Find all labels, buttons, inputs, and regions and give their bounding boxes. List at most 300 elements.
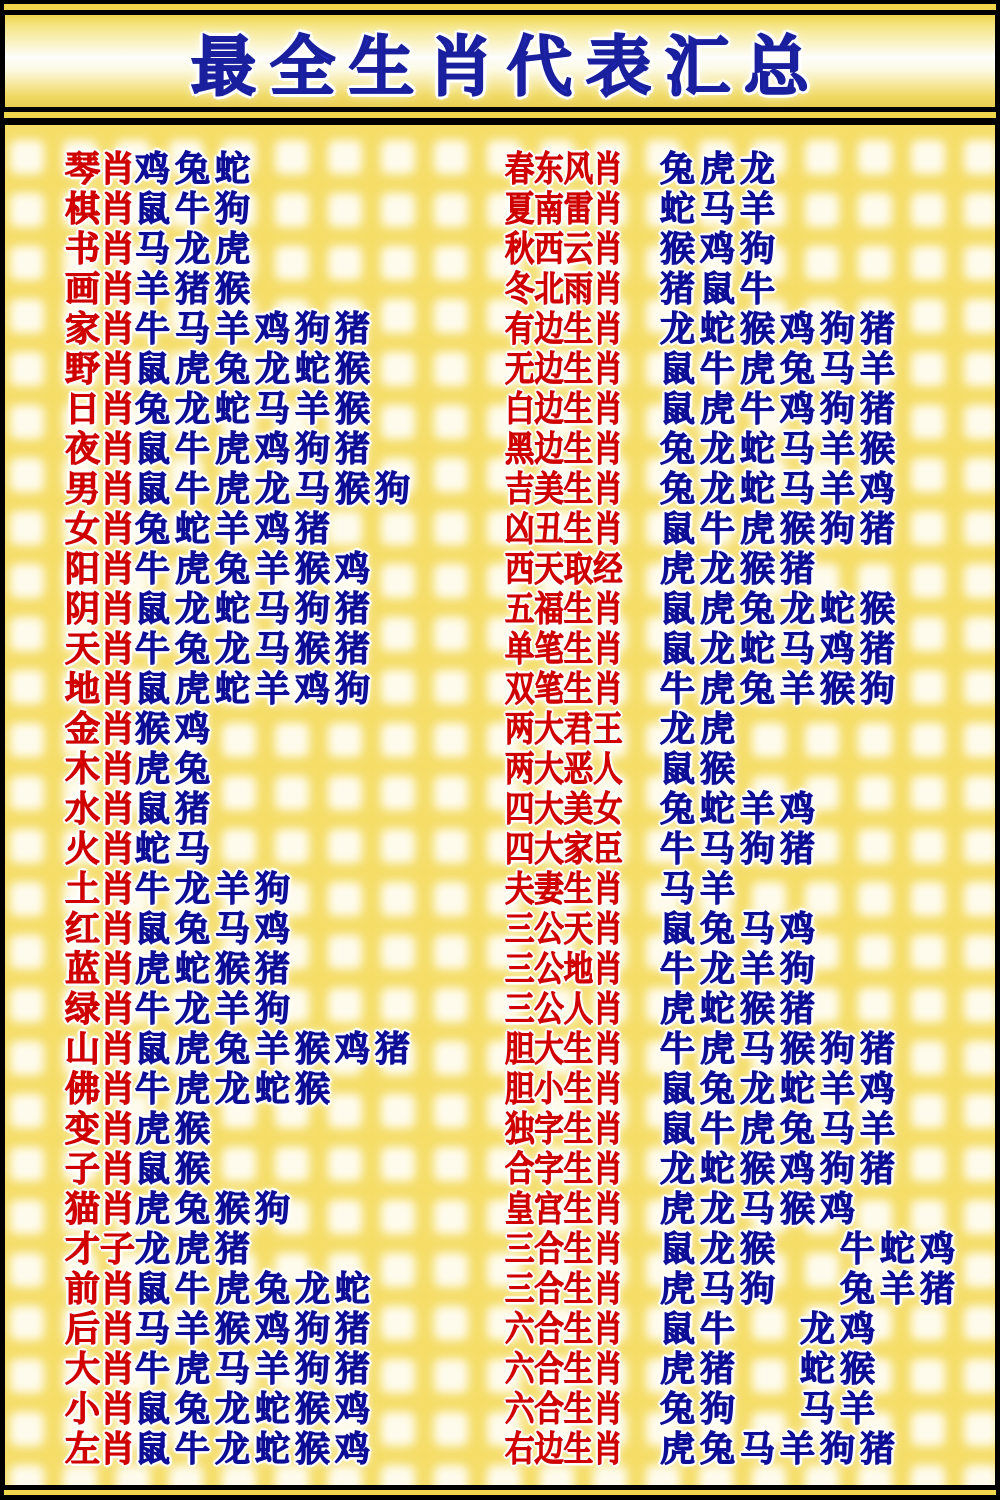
animal-list: [135, 469, 415, 510]
animal-list: [660, 509, 900, 550]
animal-char: 羊: [215, 309, 251, 350]
zodiac-row: [505, 590, 993, 630]
animal-char: 猪: [335, 1349, 371, 1390]
animal-char: 猪: [335, 629, 371, 670]
animal-char: 马: [740, 1189, 776, 1230]
zodiac-row: [65, 1030, 500, 1070]
zodiac-row: [505, 230, 993, 270]
animal-char: 蛇: [215, 389, 251, 430]
animal-char: 兔: [215, 549, 251, 590]
animal-char: 鼠: [135, 669, 171, 710]
animal-char: 虎: [215, 1269, 251, 1310]
category-label: 两大恶人: [505, 749, 623, 790]
animal-char: 龙: [175, 229, 211, 270]
category-label: 单笔生肖: [505, 629, 623, 670]
animal-char: 马: [215, 909, 251, 950]
animal-list: [660, 1309, 880, 1350]
category-label: 四大家臣: [505, 829, 623, 870]
animal-char: 猪: [335, 429, 371, 470]
animal-list: [660, 1109, 900, 1150]
animal-char: 龙: [135, 1229, 171, 1270]
animal-list: [660, 1029, 900, 1070]
category-label: 棋肖: [65, 189, 136, 230]
animal-char: 羊: [820, 469, 856, 510]
zodiac-row: [65, 350, 500, 390]
zodiac-row: [505, 350, 993, 390]
animal-char: 猴: [740, 1229, 776, 1270]
animal-list: [135, 189, 255, 230]
zodiac-row: [505, 1270, 993, 1310]
animal-char: 猪: [295, 509, 331, 550]
animal-list: [660, 589, 900, 630]
animal-char: 虎: [175, 1229, 211, 1270]
body-panel: [5, 125, 995, 1485]
animal-char: 龙: [215, 1429, 251, 1470]
zodiac-row: [65, 1110, 500, 1150]
zodiac-row: [65, 790, 500, 830]
animal-char: 蛇: [740, 469, 776, 510]
pattern-square: [10, 988, 44, 1022]
animal-list: [660, 669, 900, 710]
animal-list: [660, 189, 780, 230]
animal-char: 龙: [700, 949, 736, 990]
animal-char: 猴: [295, 1069, 331, 1110]
animal-list: [660, 1229, 960, 1270]
zodiac-row: [65, 510, 500, 550]
animal-char: 蛇: [255, 1069, 291, 1110]
animal-char: 猪: [860, 1149, 896, 1190]
category-label: 女肖: [65, 509, 136, 550]
animal-list: [660, 469, 900, 510]
zodiac-row: [65, 1230, 500, 1270]
animal-char: 鸡: [255, 509, 291, 550]
zodiac-row: [505, 390, 993, 430]
animal-char: 虎: [700, 669, 736, 710]
animal-list: [135, 269, 255, 310]
zodiac-row: [65, 710, 500, 750]
animal-char: 狗: [820, 309, 856, 350]
animal-char: 虎: [700, 589, 736, 630]
animal-char: 羊: [860, 349, 896, 390]
animal-char: 鼠: [700, 269, 736, 310]
animal-char: 鼠: [135, 469, 171, 510]
animal-char: 牛: [700, 1109, 736, 1150]
animal-list: [135, 1109, 215, 1150]
animal-char: 狗: [820, 1149, 856, 1190]
animal-char: 猪: [335, 1309, 371, 1350]
animal-char: 龙: [700, 549, 736, 590]
animal-char: 鸡: [820, 629, 856, 670]
animal-list: [660, 1149, 900, 1190]
animal-char: 牛: [135, 869, 171, 910]
animal-char: 鸡: [780, 909, 816, 950]
right-column: [505, 150, 993, 1470]
animal-char: 牛: [660, 949, 696, 990]
animal-list: [135, 149, 255, 190]
animal-char: 蛇: [135, 829, 171, 870]
zodiac-row: [65, 550, 500, 590]
animal-char: 鸡: [840, 1309, 876, 1350]
animal-char: 马: [255, 389, 291, 430]
animal-char: 猪: [375, 1029, 411, 1070]
animal-char: 猪: [175, 269, 211, 310]
animal-char: 猪: [660, 269, 696, 310]
category-label: 右边生肖: [505, 1429, 623, 1470]
animal-char: 马: [660, 869, 696, 910]
animal-char: 鸡: [860, 1069, 896, 1110]
zodiac-row: [65, 310, 500, 350]
animal-char: 狗: [820, 389, 856, 430]
zodiac-row: [505, 1070, 993, 1110]
animal-char: 虎: [660, 1269, 696, 1310]
category-label: 三公天肖: [505, 909, 623, 950]
animal-char: 鸡: [255, 909, 291, 950]
animal-list: [135, 789, 215, 830]
category-label: 独字生肖: [505, 1109, 623, 1150]
animal-char: 猴: [295, 549, 331, 590]
zodiac-row: [505, 430, 993, 470]
animal-char: 猴: [700, 749, 736, 790]
animal-char: 狗: [215, 189, 251, 230]
animal-char: 羊: [215, 509, 251, 550]
animal-list: [135, 1069, 335, 1110]
animal-list: [660, 949, 820, 990]
animal-char: 猴: [840, 1349, 876, 1390]
animal-char: 羊: [820, 429, 856, 470]
animal-char: 猴: [740, 989, 776, 1030]
animal-char: 羊: [135, 269, 171, 310]
animal-list: [660, 429, 900, 470]
animal-list: [135, 549, 375, 590]
animal-char: 羊: [740, 189, 776, 230]
animal-char: 鼠: [135, 189, 171, 230]
animal-char: 龙: [175, 389, 211, 430]
animal-char: 蛇: [740, 629, 776, 670]
animal-char: 鼠: [135, 349, 171, 390]
animal-char: 猴: [740, 309, 776, 350]
category-label: 三合生肖: [505, 1269, 623, 1310]
animal-char: 狗: [860, 669, 896, 710]
animal-char: 牛: [660, 829, 696, 870]
animal-char: 鸡: [860, 469, 896, 510]
animal-char: 虎: [740, 509, 776, 550]
animal-char: 牛: [175, 189, 211, 230]
animal-list: [660, 549, 820, 590]
animal-char: 虎: [175, 1349, 211, 1390]
animal-char: 牛: [840, 1229, 876, 1270]
animal-char: 蛇: [700, 789, 736, 830]
animal-list: [660, 309, 900, 350]
zodiac-row: [505, 670, 993, 710]
category-label: 琴肖: [65, 149, 136, 190]
animal-list: [660, 149, 780, 190]
animal-char: 狗: [740, 229, 776, 270]
animal-char: 兔: [780, 349, 816, 390]
animal-char: 兔: [840, 1269, 876, 1310]
zodiac-row: [65, 470, 500, 510]
animal-char: 兔: [215, 1029, 251, 1070]
animal-char: 狗: [700, 1389, 736, 1430]
animal-char: 虎: [700, 709, 736, 750]
header-panel: [5, 15, 995, 107]
pattern-square: [10, 670, 44, 704]
animal-char: 猪: [175, 789, 211, 830]
zodiac-row: [505, 1110, 993, 1150]
zodiac-row: [505, 910, 993, 950]
pattern-square: [10, 246, 44, 280]
animal-char: 狗: [740, 1269, 776, 1310]
animal-list: [135, 309, 375, 350]
animal-char: 鼠: [135, 1429, 171, 1470]
animal-list: [135, 1429, 375, 1470]
animal-char: 兔: [660, 1389, 696, 1430]
category-label: 三合生肖: [505, 1229, 623, 1270]
pattern-square: [10, 193, 44, 227]
animal-char: 鼠: [135, 429, 171, 470]
zodiac-row: [505, 990, 993, 1030]
animal-char: 猴: [215, 1309, 251, 1350]
animal-char: 羊: [740, 949, 776, 990]
category-label: 子肖: [65, 1149, 136, 1190]
category-label: 水肖: [65, 789, 136, 830]
animal-char: 蛇: [700, 989, 736, 1030]
animal-char: 龙: [740, 149, 776, 190]
animal-char: 蛇: [255, 1429, 291, 1470]
animal-char: 马: [175, 309, 211, 350]
animal-char: 蛇: [215, 669, 251, 710]
zodiac-row: [505, 550, 993, 590]
animal-char: 兔: [255, 1269, 291, 1310]
animal-char: 狗: [295, 429, 331, 470]
category-label: 变肖: [65, 1109, 136, 1150]
animal-char: 兔: [135, 389, 171, 430]
animal-char: 龙: [255, 469, 291, 510]
category-label: 吉美生肖: [505, 469, 623, 510]
animal-char: 马: [175, 829, 211, 870]
zodiac-row: [505, 1030, 993, 1070]
animal-char: 狗: [820, 1029, 856, 1070]
category-label: 佛肖: [65, 1069, 136, 1110]
pattern-square: [10, 140, 44, 174]
pattern-square: [10, 1041, 44, 1075]
pattern-square: [10, 1412, 44, 1446]
animal-char: 龙: [215, 1069, 251, 1110]
animal-char: 猴: [175, 1149, 211, 1190]
animal-char: 牛: [740, 389, 776, 430]
animal-char: 羊: [215, 869, 251, 910]
animal-char: 虎: [660, 1429, 696, 1470]
animal-char: 猪: [335, 589, 371, 630]
animal-char: 狗: [255, 989, 291, 1030]
zodiac-row: [505, 1190, 993, 1230]
animal-char: 鸡: [780, 389, 816, 430]
category-label: 秋西云肖: [505, 229, 623, 270]
category-label: 夜肖: [65, 429, 136, 470]
animal-char: 马: [700, 829, 736, 870]
pattern-square: [10, 617, 44, 651]
category-label: 夫妻生肖: [505, 869, 623, 910]
animal-char: 狗: [255, 1189, 291, 1230]
animal-list: [135, 349, 375, 390]
animal-char: 狗: [740, 829, 776, 870]
animal-char: 狗: [295, 309, 331, 350]
animal-char: 鸡: [255, 1309, 291, 1350]
animal-char: 猴: [215, 269, 251, 310]
animal-char: 鸡: [780, 309, 816, 350]
category-label: 六合生肖: [505, 1349, 623, 1390]
category-label: 胆小生肖: [505, 1069, 623, 1110]
zodiac-row: [505, 310, 993, 350]
pattern-square: [10, 1306, 44, 1340]
category-label: 白边生肖: [505, 389, 623, 430]
animal-char: 牛: [135, 629, 171, 670]
animal-char: 龙: [215, 1389, 251, 1430]
category-label: 六合生肖: [505, 1309, 623, 1350]
animal-char: 马: [780, 629, 816, 670]
zodiac-row: [505, 1310, 993, 1350]
zodiac-row: [65, 430, 500, 470]
category-label: 六合生肖: [505, 1389, 623, 1430]
zodiac-row: [65, 1430, 500, 1470]
animal-char: 兔: [660, 789, 696, 830]
animal-char: 羊: [780, 1429, 816, 1470]
animal-char: 兔: [660, 429, 696, 470]
animal-list: [660, 229, 780, 270]
category-label: 两大君王: [505, 709, 623, 750]
animal-char: 狗: [295, 589, 331, 630]
animal-list: [660, 1269, 960, 1310]
zodiac-row: [505, 150, 993, 190]
animal-char: 鼠: [660, 389, 696, 430]
animal-char: 马: [700, 1269, 736, 1310]
animal-char: 猴: [335, 349, 371, 390]
body-top-rule: [0, 118, 1000, 125]
pattern-square: [10, 1253, 44, 1287]
animal-char: 羊: [860, 1109, 896, 1150]
animal-char: 鼠: [135, 909, 171, 950]
animal-char: 猪: [860, 1029, 896, 1070]
animal-list: [660, 349, 900, 390]
animal-char: 蛇: [700, 309, 736, 350]
animal-char: 蛇: [660, 189, 696, 230]
animal-char: 牛: [135, 549, 171, 590]
animal-char: 鸡: [175, 709, 211, 750]
animal-char: 虎: [175, 1069, 211, 1110]
animal-char: 马: [740, 1429, 776, 1470]
animal-char: 虎: [135, 749, 171, 790]
animal-char: 虎: [700, 389, 736, 430]
zodiac-row: [65, 1310, 500, 1350]
animal-char: 蛇: [335, 1269, 371, 1310]
animal-char: 猪: [860, 509, 896, 550]
animal-char: 龙: [215, 629, 251, 670]
animal-char: 猪: [215, 1229, 251, 1270]
zodiac-row: [505, 1150, 993, 1190]
animal-char: 马: [780, 469, 816, 510]
animal-list: [135, 669, 375, 710]
animal-char: 虎: [135, 949, 171, 990]
animal-char: 猴: [335, 389, 371, 430]
animal-char: 虎: [175, 1029, 211, 1070]
animal-char: 羊: [740, 789, 776, 830]
animal-char: 牛: [135, 1349, 171, 1390]
animal-char: 龙: [740, 1069, 776, 1110]
category-label: 有边生肖: [505, 309, 623, 350]
animal-char: 鸡: [295, 669, 331, 710]
animal-list: [135, 1349, 375, 1390]
category-label: 小肖: [65, 1389, 136, 1430]
animal-char: 羊: [255, 549, 291, 590]
zodiac-row: [65, 950, 500, 990]
animal-char: 蛇: [820, 589, 856, 630]
category-label: 前肖: [65, 1269, 136, 1310]
animal-char: 猪: [700, 1349, 736, 1390]
category-label: 左肖: [65, 1429, 136, 1470]
zodiac-row: [505, 270, 993, 310]
category-label: 画肖: [65, 269, 136, 310]
animal-char: 猪: [860, 389, 896, 430]
animal-char: 猴: [215, 1189, 251, 1230]
zodiac-row: [65, 830, 500, 870]
zodiac-row: [65, 1190, 500, 1230]
animal-char: 猴: [135, 709, 171, 750]
animal-char: 狗: [295, 1349, 331, 1390]
animal-list: [135, 709, 215, 750]
category-label: 西天取经: [505, 549, 623, 590]
category-label: 皇宫生肖: [505, 1189, 623, 1230]
category-label: 胆大生肖: [505, 1029, 623, 1070]
category-label: 阳肖: [65, 549, 136, 590]
animal-char: 龙: [700, 629, 736, 670]
animal-list: [135, 1269, 375, 1310]
animal-list: [135, 1029, 415, 1070]
animal-char: 牛: [175, 1269, 211, 1310]
animal-list: [660, 989, 820, 1030]
animal-list: [660, 909, 820, 950]
category-label: 五福生肖: [505, 589, 623, 630]
category-label: 黑边生肖: [505, 429, 623, 470]
animal-char: 鼠: [135, 1149, 171, 1190]
animal-char: 牛: [700, 509, 736, 550]
category-label: 红肖: [65, 909, 136, 950]
animal-char: 蛇: [175, 509, 211, 550]
animal-char: 马: [700, 189, 736, 230]
animal-char: 龙: [800, 1309, 836, 1350]
animal-char: 鼠: [660, 629, 696, 670]
animal-list: [135, 429, 375, 470]
animal-char: 蛇: [740, 429, 776, 470]
animal-char: 虎: [660, 1189, 696, 1230]
animal-char: 猪: [780, 989, 816, 1030]
animal-char: 龙: [295, 1269, 331, 1310]
animal-list: [135, 229, 255, 270]
animal-char: 猴: [860, 429, 896, 470]
zodiac-row: [505, 950, 993, 990]
animal-char: 龙: [660, 709, 696, 750]
page-title: 最全生肖代表汇总: [190, 29, 823, 105]
animal-list: [135, 909, 295, 950]
category-label: 家肖: [65, 309, 136, 350]
animal-char: 猴: [740, 1149, 776, 1190]
animal-char: 兔: [660, 469, 696, 510]
pattern-square: [10, 1147, 44, 1181]
animal-char: 鸡: [820, 1189, 856, 1230]
animal-char: 羊: [215, 989, 251, 1030]
zodiac-row: [65, 670, 500, 710]
animal-char: 猴: [860, 589, 896, 630]
animal-list: [135, 1389, 375, 1430]
animal-char: 鼠: [660, 1109, 696, 1150]
